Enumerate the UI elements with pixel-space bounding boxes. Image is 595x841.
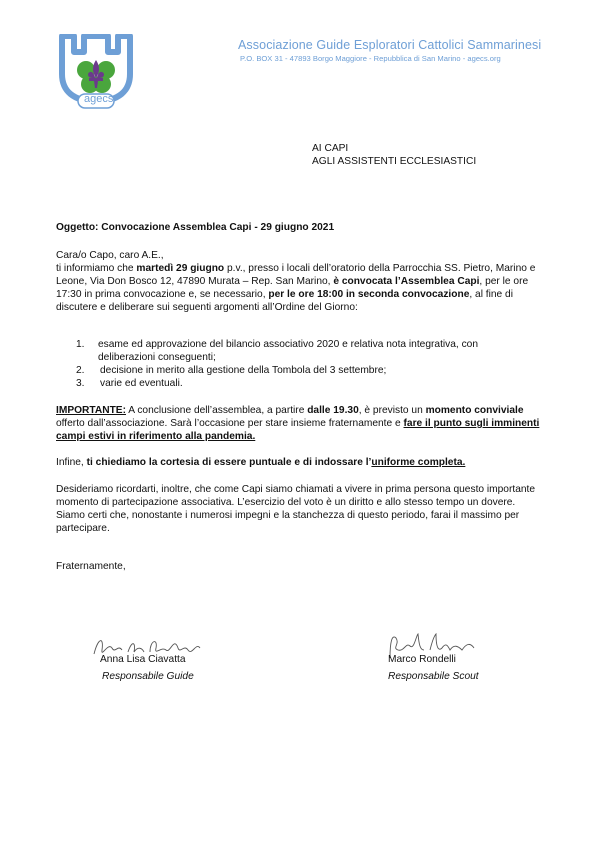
important-topic: fare il punto sugli imminenti campi estivi in riferimento alla pandemia. bbox=[56, 418, 540, 442]
request-text-1: Infine, bbox=[56, 457, 87, 468]
request-paragraph bbox=[56, 456, 542, 469]
agenda-list bbox=[56, 338, 536, 390]
organization-address: P.O. BOX 31 - 47893 Borgo Maggiore - Repubblica di San Marino - agecs.org bbox=[240, 54, 501, 63]
intro-text-1: ti informiamo che bbox=[56, 263, 137, 274]
important-text-1: A conclusione dell’assemblea, a partire bbox=[125, 405, 308, 416]
important-text-2: , è previsto un bbox=[358, 405, 426, 416]
important-event: momento conviviale bbox=[425, 405, 524, 416]
important-time: dalle 19.30 bbox=[307, 405, 359, 416]
subject-line: Oggetto: Convocazione Assemblea Capi - 29 giugno 2021 bbox=[56, 222, 335, 233]
intro-paragraph bbox=[56, 249, 542, 314]
reminder-text: Desideriamo ricordarti, inoltre, che come Capi siamo chiamati a vivere in prima persona questo importante momento di partecipazione associativa. L’esercizio del voto è un diritto e allo stesso tempo un dovere. bbox=[56, 484, 536, 508]
agecs-logo bbox=[56, 34, 136, 110]
signatory-name-guide: Anna Lisa Ciavatta bbox=[100, 654, 186, 665]
signatory-name-scout: Marco Rondelli bbox=[388, 654, 456, 665]
agenda-item bbox=[56, 364, 536, 377]
closing-note: Siamo certi che, nonostante i numerosi impegni e la stanchezza di questo periodo, farai il massimo per partecipare. bbox=[56, 510, 520, 534]
agenda-item-text: varie ed eventuali. bbox=[100, 378, 183, 389]
recipient-line-2: AGLI ASSISTENTI ECCLESIASTICI bbox=[312, 156, 477, 167]
intro-text-2: p.v., presso i locali dell’oratorio della Parrocchia SS. Pietro, Marino e Leone, Via Don Bosco 12, 47890 Murata – Rep. San Marino, bbox=[56, 263, 536, 287]
second-call-time: per le ore 18:00 in seconda convocazione bbox=[268, 289, 470, 300]
assembly-convened: è convocata l’Assemblea Capi bbox=[333, 276, 480, 287]
important-paragraph bbox=[56, 404, 542, 443]
agenda-item-text: esame ed approvazione del bilancio associativo 2020 e relativa nota integrativa, con deliberazioni conseguenti; bbox=[98, 339, 479, 363]
agenda-item bbox=[56, 377, 536, 390]
meeting-date: martedì 29 giugno bbox=[136, 263, 225, 274]
signatory-role-scout: Responsabile Scout bbox=[388, 671, 479, 682]
agenda-item-number: 2. bbox=[76, 365, 85, 376]
important-text-3: offerto dall’associazione. Sarà l’occasione per stare insieme fraternamente e bbox=[56, 418, 404, 429]
agenda-item-number: 3. bbox=[76, 378, 85, 389]
logo-wordmark: agecs bbox=[84, 93, 114, 105]
organization-name: Associazione Guide Esploratori Cattolici Sammarinesi bbox=[238, 38, 542, 52]
agenda-item bbox=[56, 338, 536, 364]
agenda-item-text: decisione in merito alla gestione della Tombola del 3 settembre; bbox=[100, 365, 387, 376]
greeting: Cara/o Capo, caro A.E., bbox=[56, 250, 164, 261]
signatory-role-guide: Responsabile Guide bbox=[102, 671, 194, 682]
request-bold: ti chiediamo la cortesia di essere puntuale e di indossare l’ bbox=[86, 457, 372, 468]
agenda-item-number: 1. bbox=[76, 339, 85, 350]
reminder-paragraph bbox=[56, 483, 542, 535]
intro-text-3: , per le ore 17:30 in prima convocazione e, se necessario, bbox=[56, 276, 529, 300]
uniform-requirement: uniforme completa. bbox=[371, 457, 466, 468]
intro-text-4: , al fine di discutere e deliberare sui seguenti argomenti all’Ordine del Giorno: bbox=[56, 289, 513, 313]
important-label: IMPORTANTE: bbox=[56, 405, 126, 416]
salutation: Fraternamente, bbox=[56, 561, 126, 572]
recipient-line-1: AI CAPI bbox=[312, 143, 349, 154]
